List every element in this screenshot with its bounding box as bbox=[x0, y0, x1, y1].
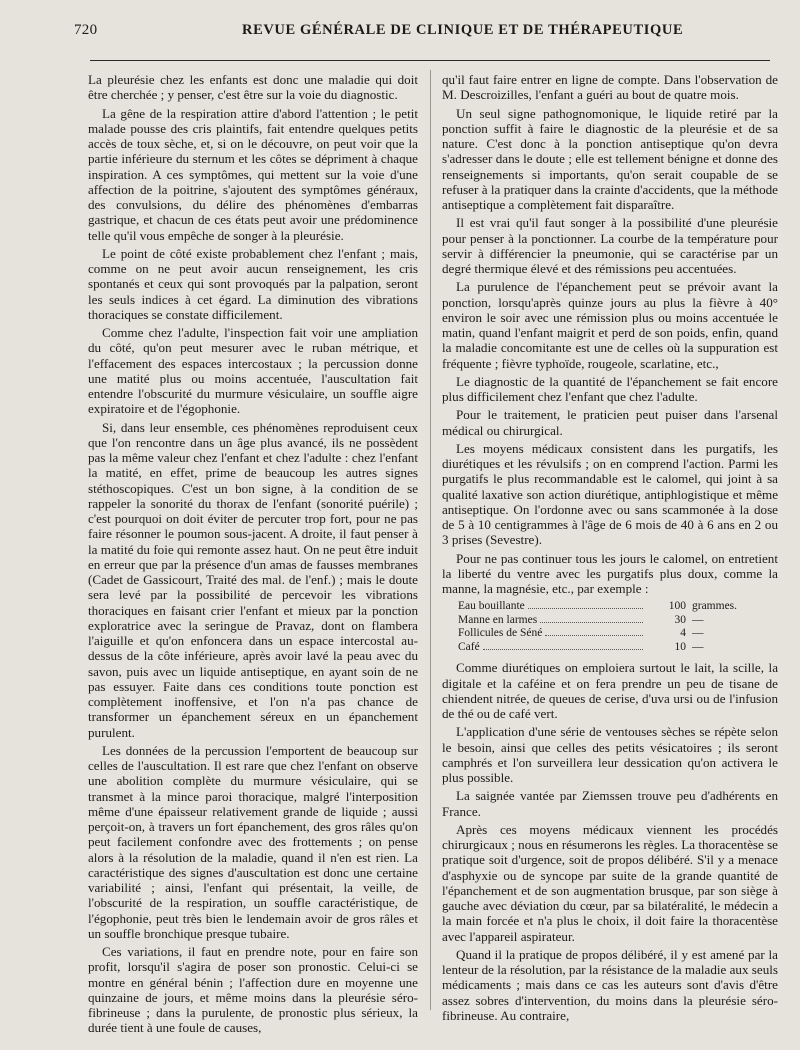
right-column bbox=[442, 72, 778, 1026]
dot-leader bbox=[483, 649, 643, 650]
paragraph: Il est vrai qu'il faut songer à la possibilité d'une pleurésie pour penser à la ponctionner. La courbe de la température pour servir à différencier la pneumonie, qui se caractérise par un degré thermique élevé et des rémissions peu accentuées. bbox=[442, 215, 778, 276]
left-column bbox=[88, 72, 418, 1039]
ingredient: Manne en larmes bbox=[458, 613, 538, 626]
paragraph: Pour ne pas continuer tous les jours le calomel, on entretient la liberté du ventre avec les purgatifs plus doux, comme la manne, la magnésie, etc., par exemple : bbox=[442, 550, 778, 596]
paragraph: L'application d'une série de ventouses sèches se répète selon le besoin, ainsi que celles des petits vésicatoires ; ils seront camphrés et l'on surveillera leur dessication qu'on activera le plus possible. bbox=[442, 724, 778, 785]
prescription-row bbox=[458, 627, 758, 641]
page-header bbox=[74, 22, 774, 44]
paragraph: Ces variations, il faut en prendre note, pour en faire son profit, lorsqu'il s'agira de poser son pronostic. Celui-ci se montre en général bénin ; l'affection dure en moyenne une quinzaine de jours, et même moins dans la pleurésie séro-fibrineuse ; dans la purulente, de pronostic plus sérieux, la durée tient à une foule de causes, bbox=[88, 944, 418, 1036]
dot-leader bbox=[545, 635, 643, 636]
quantity: 30 bbox=[674, 613, 686, 626]
ingredient: Café bbox=[458, 640, 480, 653]
unit: — bbox=[692, 640, 704, 653]
unit: — bbox=[692, 627, 704, 640]
paragraph: Le point de côté existe probablement chez l'enfant ; mais, comme on ne peut avoir aucun renseignement, les cris spontanés et ceux qui sont provoqués par la palpation, seront les seuls indices à cet égard. La diminution des vibrations thoraciques se constate difficilement. bbox=[88, 245, 418, 322]
prescription-row bbox=[458, 600, 758, 614]
paragraph: qu'il faut faire entrer en ligne de compte. Dans l'observation de M. Descroizilles, l'enfant a guéri au bout de quatre mois. bbox=[442, 72, 778, 103]
quantity: 100 bbox=[668, 600, 686, 613]
unit: grammes. bbox=[692, 600, 738, 613]
dot-leader bbox=[540, 622, 643, 623]
paragraph: La gêne de la respiration attire d'abord l'attention ; le petit malade pousse des cris plaintifs, fait entendre quelques petits accès de toux sèche, et, si on le découvre, on peut voir que la partie inférieure du sternum et les côtes se dépriment à chaque inspiration. A ces symptômes, qui mettent sur la voie d'une affection de la poitrine, s'ajoutent des symptômes généraux, des convulsions, du délire des phénomènes d'embarras gastrique, et chacun de ces états peut avoir une prédominence telle qu'il vous empêche de songer à la pleurésie. bbox=[88, 105, 418, 243]
paragraph: Un seul signe pathognomonique, le liquide retiré par la ponction suffit à faire le diagnostic de la pleurésie et de sa nature. C'est donc à la ponction antiseptique qu'on devra s'adresser dans le doute ; elle est tellement bénigne et donne des renseignements si importants, qu'on serait coupable de se refuser à la pratiquer dans la crainte d'accidents, que la méthode antiseptique a complètement fait disparaître. bbox=[442, 105, 778, 212]
unit: — bbox=[692, 613, 704, 626]
quantity: 4 bbox=[680, 627, 686, 640]
paragraph: Comme diurétiques on emploiera surtout le lait, la scille, la digitale et la caféine et on fera prendre un peu de tisane de chiendent nitrée, de queues de cerise, d'uva ursi ou de l'infusion de thé ou de café vert. bbox=[442, 660, 778, 721]
paragraph: Comme chez l'adulte, l'inspection fait voir une ampliation du côté, qu'on peut mesurer avec le ruban métrique, et l'effacement des espaces intercostaux ; la percussion donne une matité plus ou moins accentuée, l'auscultation fait entendre l'obscurité du murmure vésiculaire, un souffle aigre expiratoire et de l'égophonie. bbox=[88, 325, 418, 417]
quantity: 10 bbox=[674, 640, 686, 653]
paragraph: Les données de la percussion l'emportent de beaucoup sur celles de l'auscultation. Il est rare que chez l'enfant on observe une abolition complète du murmure vésiculaire, qui se transmet à la mince paroi thoracique, malgré l'interposition même d'une épaisseur relativement grande de liquide ; aussi perçoit-on, à travers un fort épanchement, des gros râles qu'on peut facilement confondre avec des frottements ; on pense alors à la résolution de la maladie, quand il n'en est rien. La caractéristique des signes d'auscultation est donc une certaine variabilité ; ainsi, l'enfant qui présentait, la veille, de l'obscurité de la respiration, un souffle caractéristique, de l'égophonie, peut très bien le lendemain avoir de gros râles et un souffle bronchique presque tubaire. bbox=[88, 742, 418, 941]
dot-leader bbox=[528, 608, 643, 609]
paragraph: Pour le traitement, le praticien peut puiser dans l'arsenal médical ou chirurgical. bbox=[442, 407, 778, 438]
paragraph: Après ces moyens médicaux viennent les procédés chirurgicaux ; nous en résumerons les règles. La thoracentèse se pratique soit d'urgence, soit de propos délibéré. S'il y a menace d'asphyxie ou de syncope par suite de la grande quantité de l'épanchement et de son augmentation brusque, par son siège à gauche avec déviation du cœur, par sa bilatéralité, le médecin a la main forcée et n'a plus le choix, il doit faire la thoracentèse avec l'appareil aspirateur. bbox=[442, 821, 778, 944]
paragraph: Si, dans leur ensemble, ces phénomènes reproduisent ceux que l'on rencontre dans un âge plus avancé, ils ne possèdent pas la même valeur chez l'enfant et chez l'adulte : chez l'enfant la matité, en effet, prime de beaucoup les autres signes stéthoscopiques. C'est un bon signe, à la condition de se rappeler la sonorité du thorax de l'enfant (sonorité puérile) ; c'est pourquoi on doit éviter de percuter trop fort, pour ne pas faire résonner le poumon sous-jacent. A droite, il faut penser à la matité du foie qui remonte assez haut. On ne peut être induit en erreur que par la présence d'un amas de fausses membranes (Cadet de Gassicourt, Traité des mal. de l'enf.) ; mais le doute sera levé par la possibilité de percevoir les vibrations thoraciques en faisant crier l'enfant et mieux par la ponction exploratrice avec la seringue de Pravaz, dont on flambera l'aiguille et qu'on enfoncera dans un espace intercostal au-dessus de la côte inférieure, après avoir lavé la peau avec du savon, puis avec un liquide antiseptique, en ayant soin de ne pas essuyer. Faite dans ces conditions toute ponction est complètement inoffensive, et l'on n'a pas chance de transformer un épanchement séreux en un épanchement purulent. bbox=[88, 419, 418, 740]
paragraph: Les moyens médicaux consistent dans les purgatifs, les diurétiques et les révulsifs ; on en comprend l'action. Parmi les purgatifs le plus recommandable est le calomel, qui joint à sa qualité laxative son action diurétique, antiphlogistique et même antiseptique. On l'ordonne avec ou sans scammonée à la dose de 5 à 10 centigrammes à l'âge de 6 mois de 40 à 6 ans en 2 ou 3 prises (Sevestre). bbox=[442, 440, 778, 548]
paragraph: Le diagnostic de la quantité de l'épanchement se fait encore plus difficilement chez l'enfant que chez l'adulte. bbox=[442, 373, 778, 404]
prescription-row bbox=[458, 614, 758, 628]
prescription-table bbox=[458, 600, 758, 654]
header-rule bbox=[90, 60, 770, 61]
prescription-row bbox=[458, 641, 758, 655]
paragraph: La pleurésie chez les enfants est donc une maladie qui doit être cherchée ; y penser, c'est être sur la voie du diagnostic. bbox=[88, 72, 418, 103]
paragraph: La purulence de l'épanchement peut se prévoir avant la ponction, lorsqu'après quinze jours au plus la fièvre à 40° environ le soir avec une rémission plus ou moins accentuée le matin, quand l'enfant maigrit et perd de son poids, enfin, quand la maladie concomitante est une de celles où la suppuration est fréquente ; fièvre typhoïde, rougeole, scarlatine, etc., bbox=[442, 279, 778, 371]
page-number: 720 bbox=[74, 22, 98, 38]
paragraph: La saignée vantée par Ziemssen trouve peu d'adhérents en France. bbox=[442, 788, 778, 819]
column-divider bbox=[430, 70, 431, 1010]
ingredient: Follicules de Séné bbox=[458, 627, 543, 640]
ingredient: Eau bouillante bbox=[458, 600, 525, 613]
running-head: REVUE GÉNÉRALE DE CLINIQUE ET DE THÉRAPEUTIQUE bbox=[242, 22, 684, 38]
paragraph: Quand il la pratique de propos délibéré, il y est amené par la lenteur de la résolution, par la résistance de la maladie aux seuls médicaments ; mais dans ce cas les auteurs sont d'avis d'être assez sobres d'intervention, du moins dans la pleurésie séro-fibrineuse. Au contraire, bbox=[442, 946, 778, 1023]
